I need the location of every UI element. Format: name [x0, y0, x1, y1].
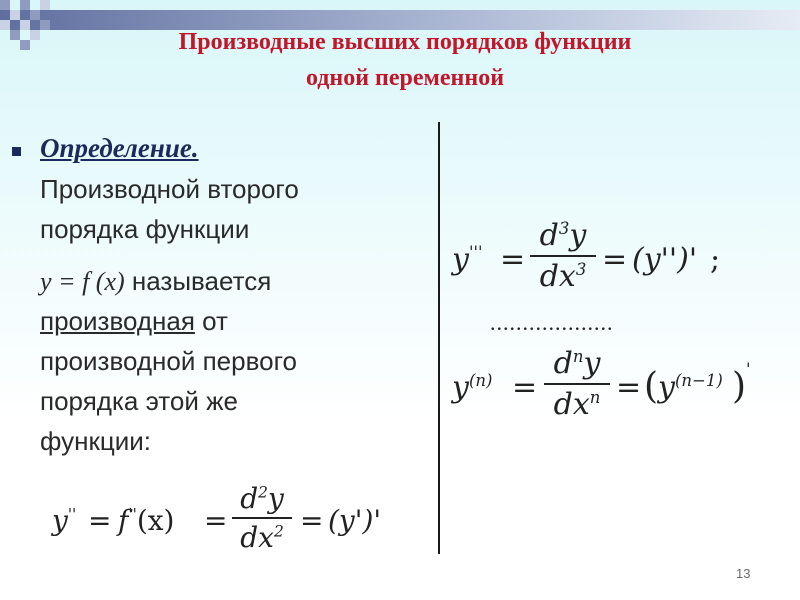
slide-title-line1: Производные высших порядков функции — [178, 29, 632, 55]
page-number: 13 — [736, 566, 751, 581]
fn-rhs-prime: ' — [746, 360, 751, 379]
f2-f: f''(x) — [118, 504, 175, 537]
f2-rhs: (y')' — [328, 504, 382, 537]
fn-fraction: $d^ny$ $dx^n$ — [544, 346, 610, 422]
text-line-6: порядка этой же — [40, 386, 238, 416]
f2-lhs: y'' — [52, 504, 77, 537]
f3-fraction: $d^3y$ $dx^3$ — [530, 218, 596, 294]
text-line-4-word: от — [202, 306, 228, 336]
text-line-3-word: называется — [131, 266, 272, 296]
text-line-7: функции: — [40, 426, 151, 456]
text-line-3 — [40, 266, 271, 297]
text-line-1: Производной второго — [40, 174, 299, 204]
ellipsis-dots: ................... — [490, 310, 614, 335]
slide-title-line2: одной переменной — [305, 65, 505, 91]
text-line-4 — [40, 306, 228, 337]
underlined-term: производная — [40, 306, 195, 336]
f3-semicolon: ; — [710, 242, 721, 277]
formula-nth-derivative: $y^{(n)}$ = $d^ny$ $dx^n$ = ( $y^{(n-1)}$ ) ' — [452, 346, 751, 422]
formula-second-derivative: y'' = f''(x) = $d^2y$ $dx^2$ = (y')' — [52, 482, 382, 554]
formula-third-derivative: y''' = $d^3y$ $dx^3$ = (y'')' ; — [452, 218, 721, 294]
definition-heading: Определение. — [40, 133, 199, 163]
f3-lhs: y''' — [452, 242, 483, 277]
fn-lhs: $y^{(n)}$ — [452, 370, 493, 405]
inline-formula: y = f (x) — [40, 267, 125, 296]
fn-rhs: $y^{(n-1)}$ — [658, 370, 723, 405]
bullet-square-icon — [12, 147, 21, 156]
f2-fraction: $d^2y$ $dx^2$ — [232, 482, 292, 554]
slide-title — [40, 24, 770, 96]
vertical-divider — [438, 122, 440, 554]
text-line-5: производной первого — [40, 346, 297, 376]
text-line-2: порядка функции — [40, 214, 250, 244]
f3-rhs: (y'')' — [632, 242, 698, 277]
